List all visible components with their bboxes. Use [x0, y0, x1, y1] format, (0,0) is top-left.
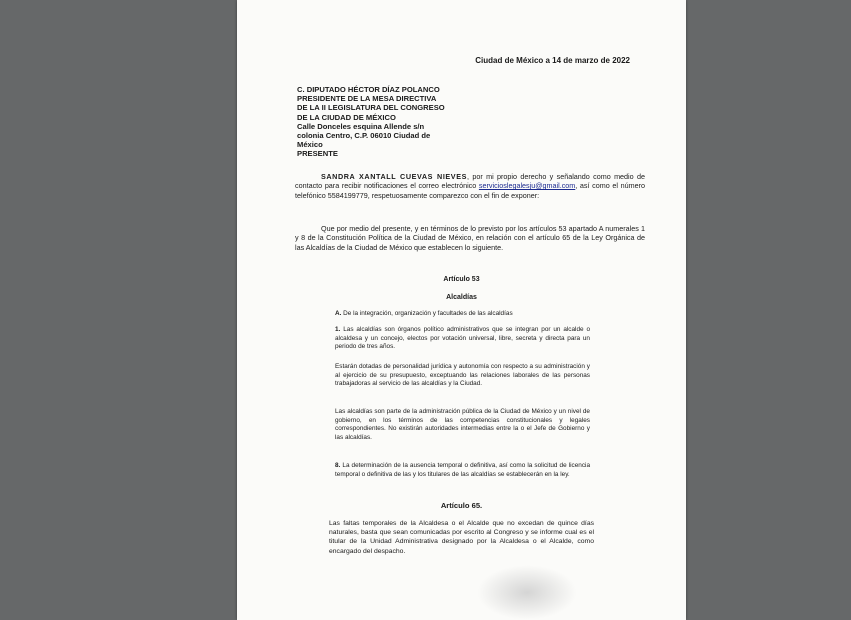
- date-line: Ciudad de México a 14 de marzo de 2022: [475, 56, 630, 65]
- intro-text-b: , así como el número telefónico 5584199779, respetuosamente comparezco con el fin de exponer:: [295, 181, 645, 200]
- article-65-heading: Artículo 65.: [440, 501, 483, 510]
- quote-paragraph-2: Estarán dotadas de personalidad jurídica y autonomía con respecto a su administración y al ejercicio de su presupuesto, exceptuando las relaciones laborales de las personas trabajadoras al servicio de las alcaldías y la Ciudad.: [335, 363, 590, 388]
- numeral-8: [335, 462, 590, 479]
- document-page: [237, 0, 686, 620]
- section-a-text: De la integración, organización y facultades de las alcaldías: [341, 310, 513, 317]
- intro-paragraph: [295, 172, 645, 200]
- article-65-text: Las faltas temporales de la Alcaldesa o el Alcalde que no excedan de quince días naturales, basta que sean comunicadas por escrito al Congreso y se informe cual es el titular de la Unidad Administrativa designado por la Alcaldesa o el Alcalde, como encargado del despacho.: [329, 520, 594, 555]
- addressee-line: colonia Centro, C.P. 06010 Ciudad de: [297, 131, 431, 141]
- section-a: [335, 310, 590, 319]
- quote-paragraph-3: Las alcaldías son parte de la administración pública de la Ciudad de México y un nivel de gobierno, en los términos de las competencias constitucionales y legales correspondientes. No existirán autoridades intermedias entre la o el Jefe de Gobierno y las alcaldías.: [335, 408, 590, 441]
- article-53-heading: Artículo 53: [443, 276, 480, 283]
- addressee-line: PRESENTE: [297, 149, 338, 159]
- body-paragraph: Que por medio del presente, y en términos de lo previsto por los artículos 53 apartado A numerales 1 y 8 de la Constitución Política de la Ciudad de México, en relación con el artículo 65 de la Ley Orgánica de las Alcaldías de la Ciudad de México que establecen lo siguiente.: [295, 224, 645, 252]
- sender-name: SANDRA XANTALL CUEVAS NIEVES: [321, 172, 467, 181]
- addressee-block: [297, 85, 517, 159]
- addressee-line: Calle Donceles esquina Allende s/n: [297, 121, 425, 131]
- article-53-subheading: Alcaldías: [446, 294, 477, 301]
- section-a-label: A.: [335, 310, 342, 317]
- numeral-8-text: La determinación de la ausencia temporal o definitiva, así como la solicitud de licencia temporal o definitiva de las y los titulares de las alcaldías se establecerán en la ley.: [335, 462, 590, 478]
- addressee-line: México: [297, 140, 323, 150]
- addressee-line: DE LA CIUDAD DE MÉXICO: [297, 112, 396, 122]
- intro-text-a: , por mi propio derecho y señalando como medio de contacto para recibir notificaciones el correo electrónico: [295, 172, 645, 191]
- scan-smudge: [477, 565, 577, 620]
- email-link[interactable]: servicioslegalesju@gmail.com: [478, 181, 576, 191]
- addressee-line: DE LA II LEGISLATURA DEL CONGRESO: [297, 103, 445, 113]
- numeral-1-text: Las alcaldías son órganos político administrativos que se integran por un alcalde o alcaldesa y un concejo, electos por votación universal, libre, secreta y directa para un periodo de tres años.: [335, 326, 590, 351]
- numeral-8-label: 8.: [335, 462, 341, 469]
- addressee-line: PRESIDENTE DE LA MESA DIRECTIVA: [297, 94, 437, 104]
- numeral-1: [335, 326, 590, 352]
- addressee-line: C. DIPUTADO HÉCTOR DÍAZ POLANCO: [297, 85, 440, 94]
- numeral-1-label: 1.: [335, 326, 341, 333]
